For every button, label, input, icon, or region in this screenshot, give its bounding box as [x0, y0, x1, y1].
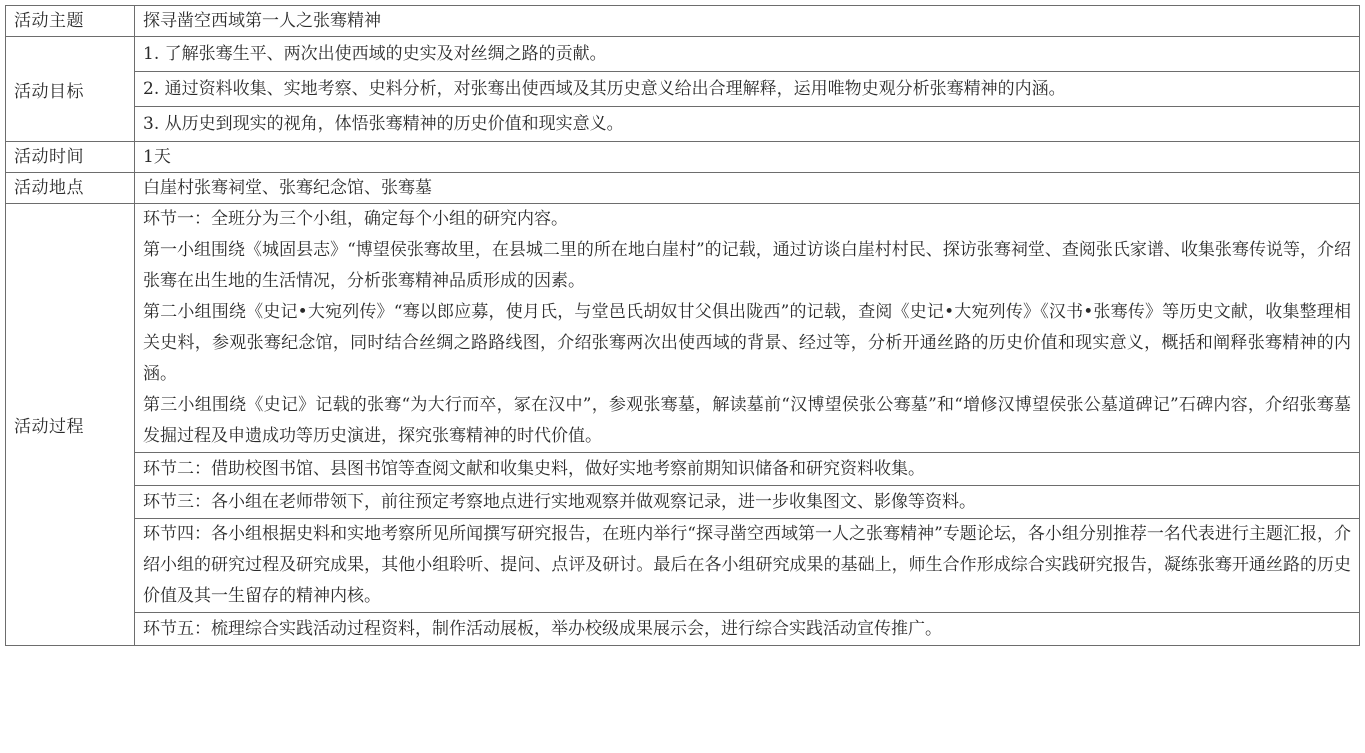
step1-intro: 环节一：全班分为三个小组，确定每个小组的研究内容。	[143, 209, 568, 229]
step1-group-1: 第一小组围绕《城固县志》“博望侯张骞故里，在县城二里的所在地白崖村”的记载，通过访谈白崖村村民、探访张骞祠堂、查阅张氏家谱、收集张骞传说等，介绍张骞在出生地的生活情况，分析张骞精神品质形成的因素。	[143, 240, 1351, 291]
row-goal-2	[6, 72, 1360, 107]
process-step-4: 环节四：各小组根据史料和实地考察所见所闻撰写研究报告，在班内举行“探寻凿空西域第一人之张骞精神”专题论坛，各小组分别推荐一名代表进行主题汇报，介绍小组的研究过程及研究成果，其他小组聆听、提问、点评及研讨。最后在各小组研究成果的基础上，师生合作形成综合实践研究报告，凝练张骞开通丝路的历史价值及其一生留存的精神内核。	[135, 519, 1360, 613]
step1-group-2: 第二小组围绕《史记•大宛列传》“骞以郎应募，使月氏，与堂邑氏胡奴甘父俱出陇西”的记载，查阅《史记•大宛列传》《汉书•张骞传》等历史文献，收集整理相关史料，参观张骞纪念馆，同时结合丝绸之路路线图，介绍张骞两次出使西域的背景、经过等，分析开通丝路的历史价值和现实意义，概括和阐释张骞精神的内涵。	[143, 302, 1351, 384]
step1-group-3: 第三小组围绕《史记》记载的张骞“为大行而卒，冢在汉中”，参观张骞墓，解读墓前“汉博望侯张公骞墓”和“增修汉博望侯张公墓道碑记”石碑内容，介绍张骞墓发掘过程及申遗成功等历史演进，探究张骞精神的时代价值。	[143, 395, 1351, 446]
goal-item-3: 3. 从历史到现实的视角，体悟张骞精神的历史价值和现实意义。	[135, 107, 1360, 142]
goal-item-1: 1. 了解张骞生平、两次出使西域的史实及对丝绸之路的贡献。	[135, 37, 1360, 72]
time-value: 1天	[135, 142, 1360, 173]
place-value: 白崖村张骞祠堂、张骞纪念馆、张骞墓	[135, 173, 1360, 204]
process-step-5: 环节五：梳理综合实践活动过程资料，制作活动展板，举办校级成果展示会，进行综合实践活动宣传推广。	[135, 613, 1360, 646]
process-step-1	[135, 204, 1360, 453]
goals-label: 活动目标	[6, 37, 135, 142]
row-time	[6, 142, 1360, 173]
row-process-step4	[6, 519, 1360, 613]
row-process-step1	[6, 204, 1360, 453]
time-label: 活动时间	[6, 142, 135, 173]
row-goal-3	[6, 107, 1360, 142]
goal-item-2: 2. 通过资料收集、实地考察、史料分析，对张骞出使西域及其历史意义给出合理解释，运用唯物史观分析张骞精神的内涵。	[135, 72, 1360, 107]
activity-plan-table	[5, 5, 1360, 646]
row-place	[6, 173, 1360, 204]
row-goal-1	[6, 37, 1360, 72]
process-label: 活动过程	[6, 204, 135, 646]
process-step-2: 环节二：借助校图书馆、县图书馆等查阅文献和收集史料，做好实地考察前期知识储备和研究资料收集。	[135, 453, 1360, 486]
row-process-step2	[6, 453, 1360, 486]
place-label: 活动地点	[6, 173, 135, 204]
row-theme	[6, 6, 1360, 37]
theme-label: 活动主题	[6, 6, 135, 37]
theme-value: 探寻凿空西域第一人之张骞精神	[135, 6, 1360, 37]
process-step-3: 环节三：各小组在老师带领下，前往预定考察地点进行实地观察并做观察记录，进一步收集图文、影像等资料。	[135, 486, 1360, 519]
row-process-step3	[6, 486, 1360, 519]
row-process-step5	[6, 613, 1360, 646]
